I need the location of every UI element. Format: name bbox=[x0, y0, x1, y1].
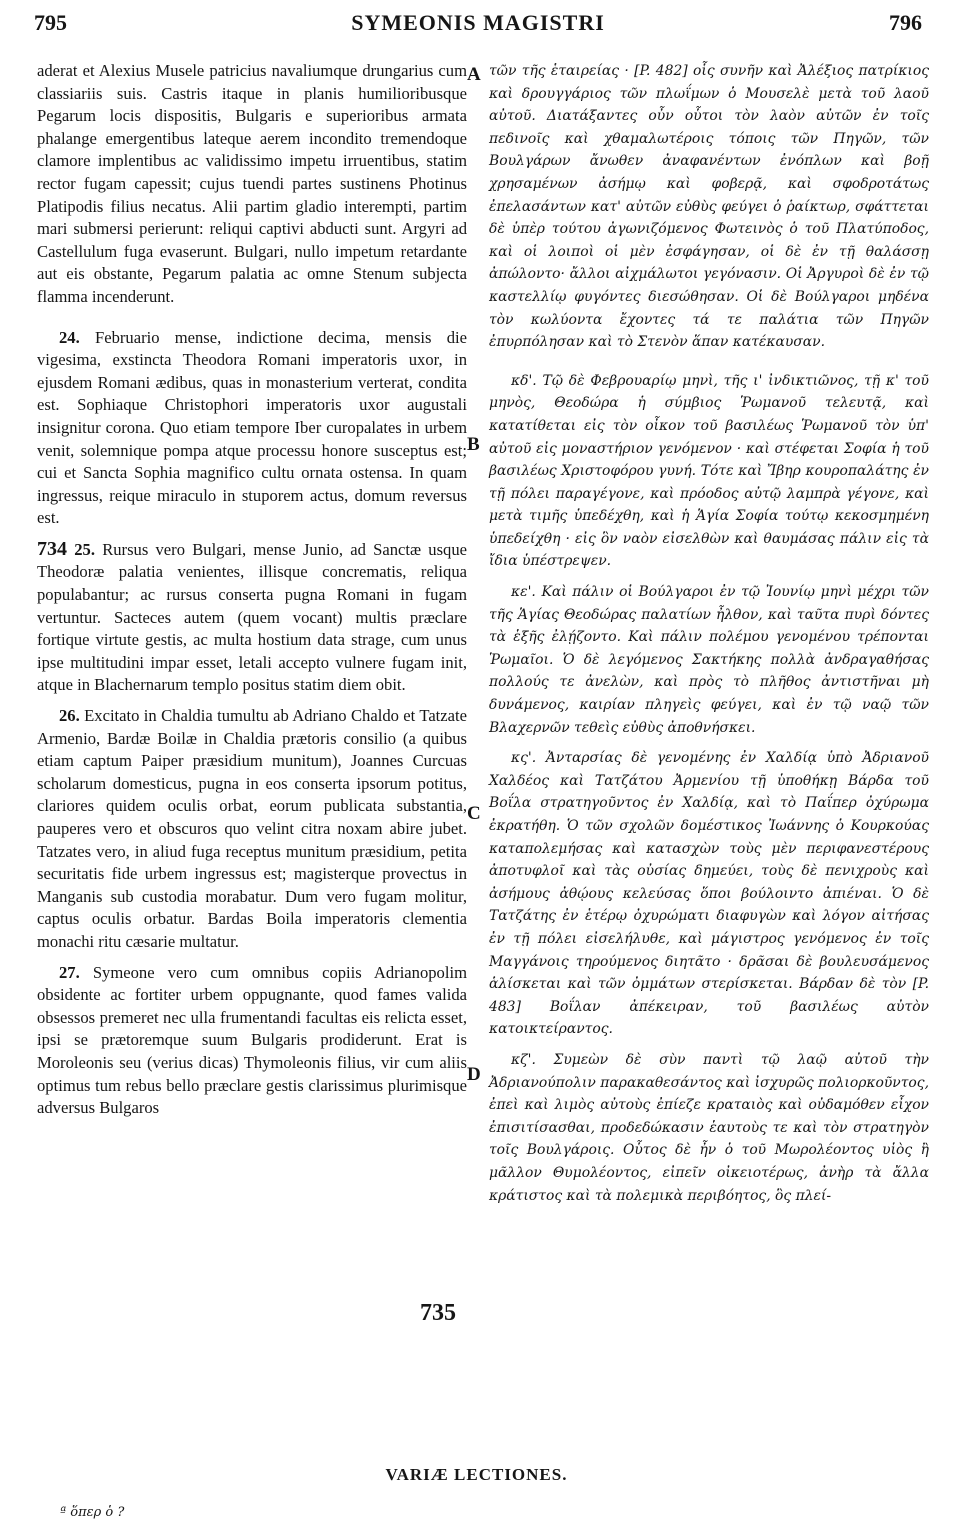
greek-paragraph-25 bbox=[489, 581, 929, 739]
section-number: 24. bbox=[59, 327, 80, 347]
section-number: 27. bbox=[59, 962, 80, 982]
latin-paragraph: aderat et Alexius Musele patricius navaliumque drungarius cum classiariis suis. Castris itaque in planis humilioribusque Pegarum locis dispositis, Bulgaris e superioribus armata phalange emergentibus lateque aerem incondito tremendoque clamore implentibus ac validissimo impetu irruentibus, statim rector fugam capessit; cujus tuendi partes sustinens Photinus Platipodis filius necatus. Alii partim gladio interempti, partim mari submersi perierunt: reliqui captivi abducti sunt. Argyri ad Castellulum fuga evaserunt. Bulgari, nullo impetum retardante aut eis obstante, Pegarum palatia ac omne Stenum subjecta flamma incenderunt. bbox=[37, 61, 467, 306]
page-number-left: 795 bbox=[34, 10, 67, 35]
paragraph-text: Symeone vero cum omnibus copiis Adrianopolim obsidente ac fortiter urbem oppugnante, quod fames valida obsessos premeret nec ulla frumentandi facultas eis relicta esset, ipsi se prætoremque suum Bulgaris prodiderunt. Erat is Moroleonis seu (verius dicas) Thymoleonis filius, vir cum aliis optimus tum rebus bello præclare gestis clarissimus plurimisque adversus Bulgaros bbox=[37, 962, 467, 1118]
latin-paragraph-27 bbox=[37, 962, 467, 1120]
footnote: ª ὅπερ ὁ ? bbox=[60, 1505, 125, 1520]
paragraph-text: Februario mense, indictione decima, mensis die vigesima, exstincta Theodora Romani imperatoris uxor, in ejusdem Romani ædibus, quas in monasterium verterat, condita est. Sophiaque Christophori imperatoris uxor augustali insignitur corona. Quo etiam tempore Iber curopalates in urbem venit, solemnique pompa atque processu honore susceptus est; cui et Sancta Sophia magnifico cultu ornata ostensa. In quam ingressus, reique miraculo in stuporem actus, domum reversus est. bbox=[37, 327, 467, 528]
greek-paragraph-27 bbox=[489, 1049, 929, 1207]
paragraph-text: Τῷ δὲ Φεβρουαρίῳ μηνὶ, τῆς ι' ἰνδικτιῶνος, τῇ κ' τοῦ μηνὸς, Θεοδώρα ἡ σύμβιος Ῥωμανοῦ τελευτᾷ, καὶ κατατίθεται εἰς τὸν οἶκον τοῦ βασιλέως Ῥωμανοῦ τὸν ὑπ' αὐτοῦ εἰς μοναστήριον γενόμενον · καὶ στέφεται Σοφία ἡ τοῦ βασιλέως Χριστοφόρου γυνή. Τότε καὶ Ἴβηρ κουροπαλάτης ἐν τῇ πόλει παραγέγονε, καὶ πρόοδος αὐτῷ λαμπρὰ γέγονε, καὶ μετὰ τιμῆς ὑπεδέχθη, καὶ ἡ Ἁγία Σοφία τούτῳ κεκοσμημένη ὑπεδείχθη · εἰς ὃν ναὸν εἰσελθὼν καὶ θαυμάσας πάλιν εἰς τὰ ἴδια ὑπέστρεψεν. bbox=[489, 372, 929, 570]
paragraph-text: Καὶ πάλιν οἱ Βούλγαροι ἐν τῷ Ἰουνίῳ μηνὶ μέχρι τῶν τῆς Ἁγίας Θεοδώρας παλατίων ἦλθον, καὶ ταῦτα πυρὶ δόντες τὰ ἑξῆς ἐλῄζοντο. Καὶ πάλιν πολέμου γενομένου τρέπονται Ῥωμαῖοι. Ὁ δὲ λεγόμενος Σακτήκης πολλὰ ἀνδραγαθήσας πολλούς τε ἀνελὼν, καὶ πρὸς τὸ πλῆθος ἀντιστῆναι μὴ δυνάμενος, καιρίαν πληγεὶς φεύγει, καὶ ἐν τῷ ναῷ τῶν Βλαχερνῶν τεθεὶς εὐθὺς ἀποθνήσκει. bbox=[489, 584, 930, 736]
greek-paragraph-24 bbox=[489, 370, 929, 573]
paragraph-text: Ἀνταρσίας δὲ γενομένης ἐν Χαλδίᾳ ὑπὸ Ἀδριανοῦ Χαλδέος καὶ Τατζάτου Ἀρμενίου τῇ ὑποθήκῃ Βάρδα τοῦ Βοΐλα στρατηγοῦντος ἐν Χαλδίᾳ, καὶ τὸ Παΐπερ ὀχύρωμα ἐκρατήθη. Ὁ τῶν σχολῶν δομέστικος Ἰωάννης ὁ Κουρκούας καταπολεμήσας καὶ κατασχὼν τοὺς μὲν περιφανεστέρους ἀποτυφλοῖ καὶ τὰς οὐσίας δημεύει, τοὺς δὲ πενιχροὺς καὶ ἀσήμους ἀθῴους κελεύσας ὅποι βούλοιντο ἀπιέναι. Ὁ δὲ Τατζάτης ἐν ἑτέρῳ ὀχυρώματι διαφυγὼν καὶ λόγον αἰτήσας ἐν τῇ πόλει εἰσελήλυθε, καὶ μάγιστρος γενόμενος ἐν τοῖς Μαγγάνοις τηρούμενος διητᾶτο · δρᾶσαι δὲ βουλευσάμενος ἁλίσκεται καὶ τῶν ὀμμάτων στερίσκεται. Βάρδαν δὲ τὸν [P. 483] Βοΐλαν ἀπέκειραν, τοῦ βασιλέως αὐτὸν κατοικτείραντος. bbox=[489, 750, 930, 1038]
latin-column bbox=[37, 60, 467, 1128]
greek-paragraph: τῶν τῆς ἑταιρείας · [P. 482] οἷς συνῆν καὶ Ἀλέξιος πατρίκιος καὶ δρουγγάριος τῶν πλωΐμων ὁ Μουσελὲ μετὰ τοῦ λαοῦ αὐτοῦ. Διατάξαντες οὖν οὗτοι τὸν λαὸν αὐτῶν ἐν τοῖς πεδινοῖς καὶ χθαμαλωτέροις τόποις τῶν Πηγῶν, τῶν Βουλγάρων ἄνωθεν ἀναφανέντων ἐνόπλων καὶ βοῇ χρησαμένων ἀσήμῳ καὶ φοβερᾷ, καὶ σφοδροτάτως ἐπελασάντων κατ' αὐτῶν εὐθὺς φεύγει ὁ ῥαίκτωρ, σφάττεται δὲ ὑπὲρ τούτου ἀγωνιζόμενος Φωτεινὸς ὁ τοῦ Πλατύποδος, καὶ οἱ λοιποὶ οἱ μὲν ἐσφάγησαν, οἱ δὲ ἐν τῇ θαλάσσῃ ἀπώλοντο· ἄλλοι αἰχμάλωτοι γεγόνασιν. Οἱ Ἀργυροὶ δὲ ἐν τῷ καστελλίῳ φυγόντες διεσώθησαν. Οἱ δὲ Βούλγαροι μηδένα τὸν κωλύοντα ἔχοντες τά τε παλάτια τῶν Πηγῶν ἐπυρπόλησαν καὶ τὸ Στενὸν ἅπαν κατέκαυσαν. bbox=[489, 63, 929, 351]
paragraph-text: Συμεὼν δὲ σὺν παντὶ τῷ λαῷ αὐτοῦ τὴν Ἀδριανούπολιν παρακαθεσάντος καὶ ἰσχυρῶς πολιορκοῦντος, ἐπεὶ καὶ λιμὸς αὐτοὺς ἐπίεζε κραταιὸς καὶ οὐδαμόθεν εἶχον ἐπισιτίσασθαι, προδεδώκασιν ἑαυτοὺς τε καὶ τὸν στρατηγὸν τοῖς Βουλγάροις. Οὗτος δὲ ἦν ὁ τοῦ Μωρολέοντος υἱὸς ἢ μᾶλλον Θυμολέοντος, εἰπεῖν οἰκειοτέρως, ἀνὴρ τὰ ἄλλα κράτιστος καὶ τὰ πολεμικὰ περιβόητος, ὃς πλεί- bbox=[489, 1051, 929, 1204]
column-number-735: 735 bbox=[420, 1300, 456, 1326]
paragraph-text: Rursus vero Bulgari, mense Junio, ad Sanctæ usque Theodoræ palatia venientes, illisque concrematis, reliqua populabantur; ac rursus conserta pugna Romani in fugam vertuntur. Sacteces autem (quem vocant) multis præclare fortique virtute gestis, ac multa hostium data strage, cum unus ipse multitudini impar esset, letali accepto vulnere fugam init, atque in Blachernarum templo positus statim diem obit. bbox=[37, 539, 467, 695]
greek-column bbox=[489, 60, 929, 1215]
latin-paragraph-26 bbox=[37, 705, 467, 954]
margin-marker-b: B bbox=[467, 434, 480, 455]
section-number: 25. bbox=[74, 539, 95, 559]
paragraph-text: Excitato in Chaldia tumultu ab Adriano Chaldo et Tatzate Armenio, Bardæ Boilæ in Chaldia prætoris consilio (a quibus etiam captum Paiper præsidium munitum), Joannes Curcuas scholarum domesticus, pugna in eos conserta ipsorum potitus, clariores quidem oculis orbat, eorum publicata substantia, pauperes vero et obscuros quo velint citra noxam abire jubet. Tatzates vero, in aliud fuga receptus munitum præsidium, petita securitatis fide urbem ingressus est; magisterque provectus in Manganis sub custodia morabatur. Dum vero fugam molitur, captus oculis orbatur. Bardas Boila imperatoris clementia monachi ritu cæsarie multatur. bbox=[37, 706, 468, 951]
margin-marker-a: A bbox=[467, 64, 481, 85]
section-number: 26. bbox=[59, 706, 80, 726]
section-number: κδ'. bbox=[511, 372, 537, 389]
page-header bbox=[34, 6, 922, 40]
margin-marker-c: C bbox=[467, 803, 481, 824]
section-number: κε'. bbox=[511, 584, 536, 601]
latin-paragraph-24 bbox=[37, 327, 467, 530]
page-number-right: 796 bbox=[889, 10, 922, 35]
column-number-734: 734 bbox=[37, 537, 67, 560]
variae-lectiones-heading: VARIÆ LECTIONES. bbox=[385, 1465, 568, 1484]
section-number: κζ'. bbox=[511, 1051, 536, 1068]
section-number: κς'. bbox=[511, 750, 537, 767]
latin-paragraph-25 bbox=[37, 538, 467, 697]
margin-marker-d: D bbox=[467, 1064, 481, 1085]
greek-paragraph-26 bbox=[489, 747, 929, 1041]
running-title: SYMEONIS MAGISTRI bbox=[351, 10, 605, 35]
